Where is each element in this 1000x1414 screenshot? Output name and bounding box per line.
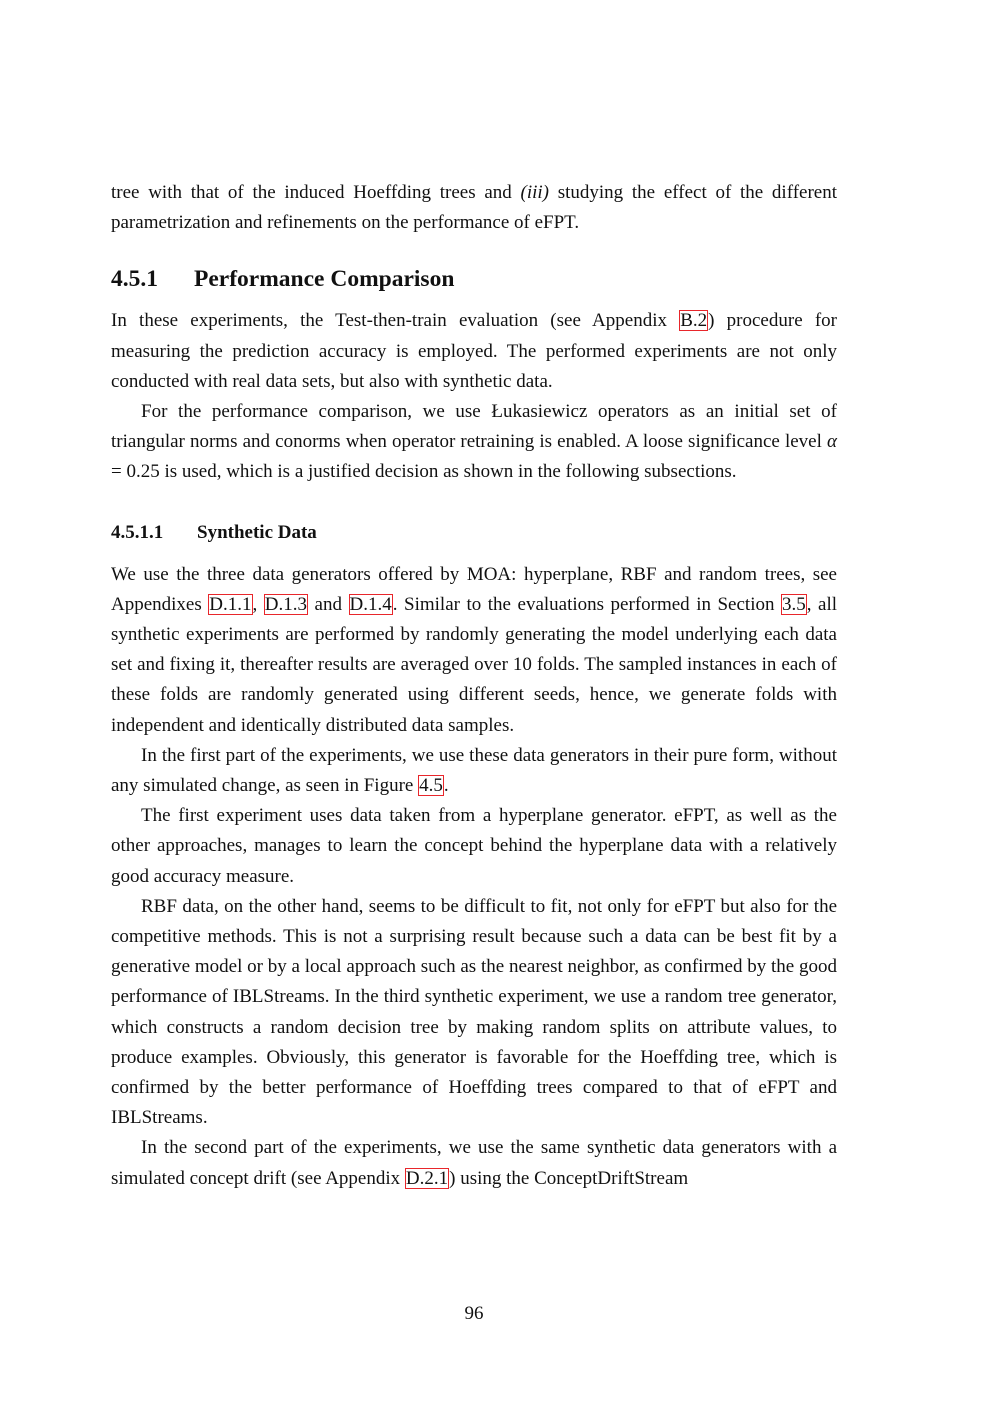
text-run: In the second part of the experiments, we use the same synthetic data generators with a simulated concept drift (see Appendix [111,1137,837,1189]
alpha-symbol: α [827,431,837,453]
paragraph-generators [111,560,837,741]
section-heading [111,264,837,294]
text-run: = 0.25 is used, which is a justified decision as shown in the following subsections. [111,461,737,483]
link-appendix-d14[interactable]: D.1.4 [349,593,392,615]
subsection-number: 4.5.1.1 [111,521,164,543]
paragraph-hyperplane [111,801,837,892]
page-body [111,178,837,1194]
text-run: ) using the ConceptDriftStream [449,1167,689,1189]
link-appendix-b2[interactable]: B.2 [680,310,708,332]
text-run: tree with that of the induced Hoeffding trees and [111,182,521,203]
section-number: 4.5.1 [111,266,158,293]
paragraph-second-part [111,1133,837,1193]
text-run: . Similar to the evaluations performed in Section [392,593,782,615]
text-run: In the first part of the experiments, we use these data generators in their pure form, without any simulated change, as seen in Figure [111,744,837,797]
link-figure-4-5[interactable]: 4.5 [419,775,443,797]
text-run: We use the three data generators offered by MOA: hyperplane, RBF and random trees, see Appendixes [111,563,837,615]
text-run: RBF data, on the other hand, seems to be difficult to fit, not only for eFPT but also for the competitive methods. This is not a surprising result because such a data can be best fit by a generative model or by a local approach such as the nearest neighbor, as confirmed by the good performance of IBLStreams. In the third synthetic experiment, we use a random tree generator, which constructs a random decision tree by making random splits on attribute values, to produce examples. Obviously, this generator is favorable for the Hoeffding tree, which is confirmed by the better performance of Hoeffding trees compared to that of eFPT and IBLStreams. [111,895,837,1129]
text-run: studying the effect of the different parametrization and refinements on the performance of eFPT. [111,182,837,234]
link-appendix-d13[interactable]: D.1.3 [264,593,308,615]
paragraph-rbf [111,892,837,1134]
subsection-title: Synthetic Data [197,521,317,543]
emphasis-text: (iii) [520,182,549,203]
text-run: For the performance comparison, we use Łukasiewicz operators as an initial set of triangular norms and conorms when operator retraining is enabled. A loose significance level [111,401,837,453]
text-run: , [252,593,264,615]
paragraph-first-part [111,741,837,801]
section-title: Performance Comparison [194,266,455,293]
link-section-3-5[interactable]: 3.5 [782,593,806,615]
link-appendix-d11[interactable]: D.1.1 [209,593,252,615]
paragraph-operators [111,397,837,488]
paragraph-evaluation [111,306,837,397]
text-run: , all synthetic experiments are performed by randomly generating the model underlying each data set and fixing it, thereafter results are averaged over 10 folds. The sampled instances in each of these folds are randomly generated using different seeds, hence, we generate folds with independent and identically distributed data samples. [111,593,838,736]
intro-paragraph [111,178,837,238]
text-run: and [308,593,349,615]
text-run: The first experiment uses data taken from a hyperplane generator. eFPT, as well as the other approaches, manages to learn the concept behind the hyperplane data with a relatively good accuracy measure. [111,805,837,887]
subsection-heading [111,518,837,548]
text-run: In these experiments, the Test-then-train evaluation (see Appendix [111,310,680,332]
text-run: . [443,775,449,797]
link-appendix-d21[interactable]: D.2.1 [405,1167,449,1189]
page-number: 96 [464,1303,484,1324]
text-run: ) procedure for measuring the prediction accuracy is employed. The performed experiments are not only conducted with real data sets, but also with synthetic data. [111,310,837,392]
